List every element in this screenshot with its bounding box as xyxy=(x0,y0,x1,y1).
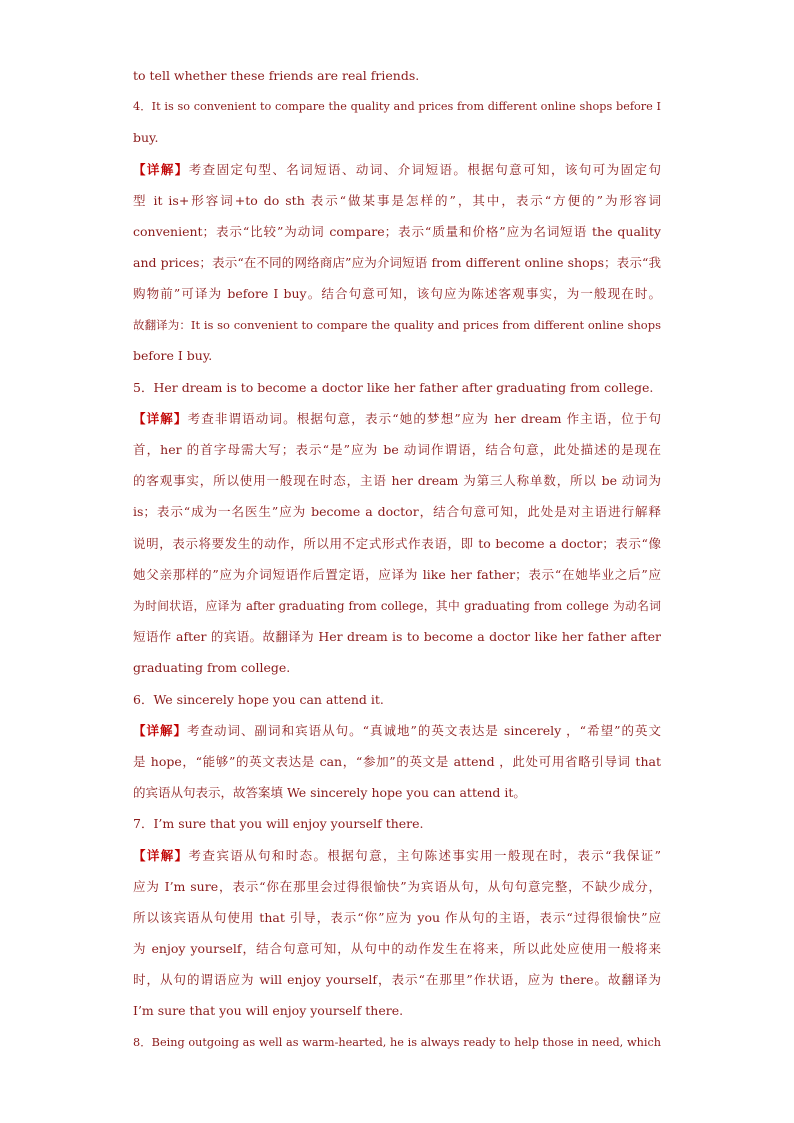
text-line: I’m sure that you will enjoy yourself there. xyxy=(133,1003,404,1018)
explanation-tag: 【详解】 xyxy=(133,162,189,177)
question-5: 5．Her dream is to become a doctor like her father after graduating from college. xyxy=(133,380,654,395)
text-line: 故翻译为：It is so convenient to compare the quality and prices from different online shops xyxy=(133,318,661,332)
explanation-tag: 【详解】 xyxy=(133,411,188,426)
text-line: 首，her 的首字母需大写；表示“是”应为 be 动词作谓语，结合句意，此处描述的是现在 xyxy=(133,442,661,457)
text-line: 购物前”可译为 before I buy。结合句意可知，该句应为陈述客观事实，为一般现在时。 xyxy=(133,286,661,301)
text-line: before I buy. xyxy=(133,348,213,363)
text-line: and prices；表示“在不同的网络商店”应为介词短语 from different online shops；表示“我 xyxy=(133,255,661,270)
explanation-tag: 【详解】 xyxy=(133,848,189,863)
question-8: 8．Being outgoing as well as warm-hearted, he is always ready to help those in need, which xyxy=(133,1036,661,1049)
text-line: 她父亲那样的”应为介词短语作后置定语，应译为 like her father；表示“在她毕业之后”应 xyxy=(133,567,661,582)
text-line: 时，从句的谓语应为 will enjoy yourself，表示“在那里”作状语，应为 there。故翻译为 xyxy=(133,972,661,987)
text-line: buy. xyxy=(133,130,159,145)
text-line: 的客观事实，所以使用一般现在时态，主语 her dream 为第三人称单数，所以 be 动词为 xyxy=(133,473,661,488)
explanation-tag: 【详解】 xyxy=(133,723,188,738)
text-line: 应为 I’m sure，表示“你在那里会过得很愉快”为宾语从句，从句句意完整，不缺少成分， xyxy=(133,879,661,894)
explanation-4: 【详解】考查固定句型、名词短语、动词、介词短语。根据句意可知，该句可为固定句 xyxy=(133,162,661,177)
explanation-7: 【详解】考查宾语从句和时态。根据句意，主句陈述事实用一般现在时，表示“我保证” xyxy=(133,848,661,863)
text-line: 为 enjoy yourself，结合句意可知，从句中的动作发生在将来，所以此处应使用一般将来 xyxy=(133,941,661,956)
text-line: 说明，表示将要发生的动作，所以用不定式形式作表语，即 to become a doctor；表示“像 xyxy=(133,536,661,551)
question-6: 6．We sincerely hope you can attend it. xyxy=(133,692,384,707)
question-4: 4．It is so convenient to compare the quality and prices from different online shops before I xyxy=(133,100,661,113)
text-line: 是 hope，“能够”的英文表达是 can，“参加”的英文是 attend ，此处可用省略引导词 that xyxy=(133,754,661,769)
text-line: 为时间状语，应译为 after graduating from college，其中 graduating from college 为动名词 xyxy=(133,599,661,613)
text-line: is；表示“成为一名医生”应为 become a doctor，结合句意可知，此处是对主语进行解释 xyxy=(133,504,661,519)
text-line: 型 it is+形容词+to do sth 表示“做某事是怎样的”，其中，表示“方便的”为形容词 xyxy=(133,193,661,208)
explanation-6: 【详解】考查动词、副词和宾语从句。“真诚地”的英文表达是 sincerely ，“希望”的英文 xyxy=(133,723,661,738)
explanation-5: 【详解】考查非谓语动词。根据句意，表示“她的梦想”应为 her dream 作主语，位于句 xyxy=(133,411,661,426)
text-line: 所以该宾语从句使用 that 引导，表示“你”应为 you 作从句的主语，表示“过得很愉快”应 xyxy=(133,910,661,925)
text-line: 的宾语从句表示，故答案填 We sincerely hope you can attend it。 xyxy=(133,785,526,800)
text-line: convenient；表示“比较”为动词 compare；表示“质量和价格”应为名词短语 the quality xyxy=(133,224,661,239)
text-line: graduating from college. xyxy=(133,660,291,675)
text-line: to tell whether these friends are real friends. xyxy=(133,68,420,83)
question-7: 7．I’m sure that you will enjoy yourself there. xyxy=(133,816,424,831)
text-line: 短语作 after 的宾语。故翻译为 Her dream is to become a doctor like her father after xyxy=(133,629,661,644)
